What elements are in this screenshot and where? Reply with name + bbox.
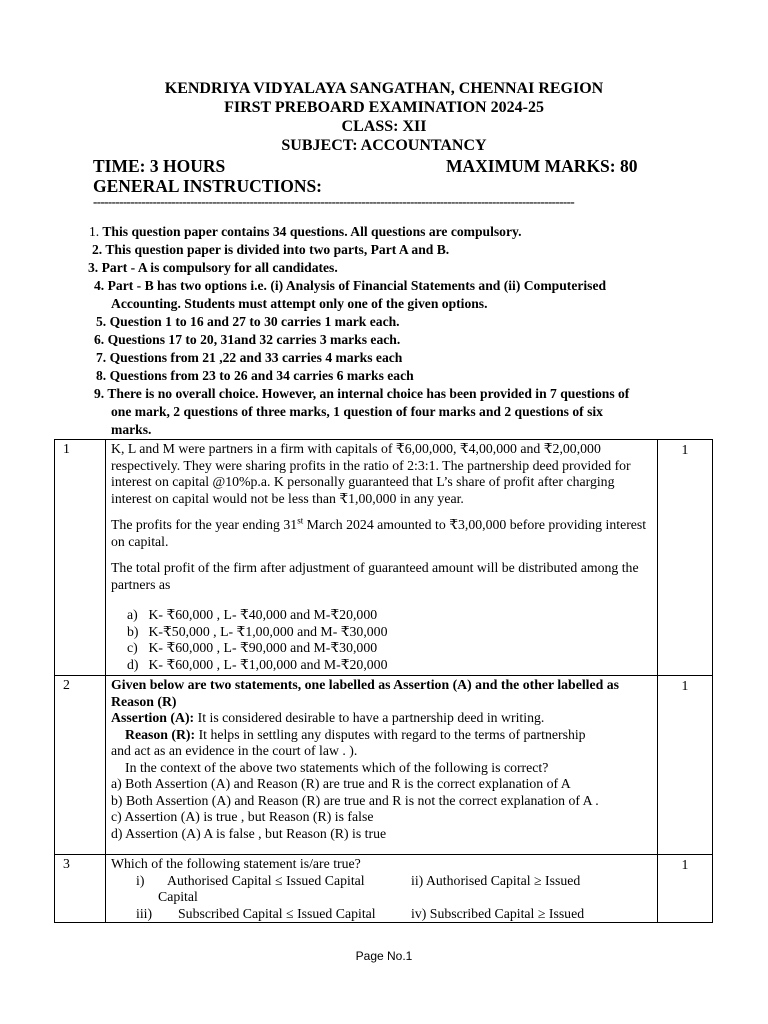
statement-row-2: iii) Subscribed Capital ≤ Issued Capital iv) Subscribed Capital ≥ Issued <box>136 905 585 921</box>
reason-text-cont: and act as an evidence in the court of law . ). <box>111 743 358 758</box>
exam-title: FIRST PREBOARD EXAMINATION 2024-25 <box>224 99 544 116</box>
statement-row-1: i) Authorised Capital ≤ Issued Capital ii) Authorised Capital ≥ Issued <box>136 872 581 888</box>
question-marks: 1 <box>658 676 713 855</box>
instruction-3: 3. Part - A is compulsory for all candidates. <box>88 260 338 275</box>
instruction-9-cont: one mark, 2 questions of three marks, 1 question of four marks and 2 questions of six <box>111 404 603 419</box>
max-marks-label: MAXIMUM MARKS: 80 <box>446 156 638 176</box>
question-2-lead: Given below are two statements, one labelled as Assertion (A) and the other labelled as Reason (R) <box>111 677 620 709</box>
question-number: 1 <box>55 440 106 676</box>
time-marks-line <box>93 156 673 176</box>
option-b: b) Both Assertion (A) and Reason (R) are true and R is not the correct explanation of A . <box>111 792 599 808</box>
assertion-text: Assertion (A): It is considered desirable to have a partnership deed in writing. <box>111 710 545 725</box>
dashed-divider: --------------------------------------------------------------------------------------------------------------------------------- <box>93 194 575 209</box>
option-c: c) Assertion (A) is true , but Reason (R) is false <box>111 809 374 824</box>
question-2-context: In the context of the above two statements which of the following is correct? <box>125 759 549 775</box>
option-a: a) K- ₹60,000 , L- ₹40,000 and M-₹20,000 <box>127 607 378 622</box>
reason-text: Reason (R): It helps in settling any disputes with regard to the terms of partnership <box>125 726 586 742</box>
question-row-1 <box>55 440 713 676</box>
instruction-4-cont: Accounting. Students must attempt only one of the given options. <box>111 296 488 311</box>
question-body <box>106 855 658 923</box>
option-b: b) K-₹50,000 , L- ₹1,00,000 and M- ₹30,000 <box>127 623 388 639</box>
instruction-1: 1. This question paper contains 34 questions. All questions are compulsory. <box>89 224 522 239</box>
option-d: d) K- ₹60,000 , L- ₹1,00,000 and M-₹20,000 <box>127 656 388 672</box>
option-c: c) K- ₹60,000 , L- ₹90,000 and M-₹30,000 <box>127 640 378 655</box>
instruction-4: 4. Part - B has two options i.e. (i) Analysis of Financial Statements and (ii) Computerised <box>94 278 607 293</box>
question-1-text: K, L and M were partners in a firm with capitals of ₹6,00,000, ₹4,00,000 and ₹2,00,000 respectively. They were sharing profits in the ratio of 2:3:1. The partnership deed provided for interest on capital @10%p.a. K personally guaranteed that L’s share of profit after charging interest on capital would not be less than ₹1,00,000 in any year. <box>111 441 631 506</box>
question-body <box>106 440 658 676</box>
question-1-prompt: The total profit of the firm after adjustment of guaranteed amount will be distributed among the partners as <box>111 560 639 592</box>
instruction-7: 7. Questions from 21 ,22 and 33 carries 4 marks each <box>96 350 403 365</box>
question-row-3 <box>55 855 713 923</box>
instruction-9: 9. There is no overall choice. However, an internal choice has been provided in 7 questions of <box>94 386 630 401</box>
instruction-9-cont2: marks. <box>111 422 152 437</box>
class-title: CLASS: XII <box>341 118 427 135</box>
question-marks: 1 <box>658 440 713 676</box>
instruction-5: 5. Question 1 to 16 and 27 to 30 carries 1 mark each. <box>96 314 400 329</box>
instruction-6: 6. Questions 17 to 20, 31and 32 carries 3 marks each. <box>94 332 401 347</box>
school-title: KENDRIYA VIDYALAYA SANGATHAN, CHENNAI REGION <box>164 80 604 97</box>
question-1-profit-text: The profits for the year ending 31st March 2024 amounted to ₹3,00,000 before providing interest on capital. <box>111 515 647 549</box>
statement-i-cont: Capital <box>158 889 198 904</box>
instruction-8: 8. Questions from 23 to 26 and 34 carries 6 marks each <box>96 368 414 383</box>
general-instructions-heading: GENERAL INSTRUCTIONS: <box>93 176 323 196</box>
question-marks: 1 <box>658 855 713 923</box>
time-label: TIME: 3 HOURS <box>93 156 226 176</box>
subject-title: SUBJECT: ACCOUNTANCY <box>281 137 487 154</box>
instruction-2: 2. This question paper is divided into two parts, Part A and B. <box>92 242 450 257</box>
question-3-lead: Which of the following statement is/are true? <box>111 856 361 871</box>
question-number: 2 <box>55 676 106 855</box>
option-d: d) Assertion (A) A is false , but Reason (R) is true <box>111 825 387 841</box>
question-number: 3 <box>55 855 106 923</box>
option-a: a) Both Assertion (A) and Reason (R) are true and R is the correct explanation of A <box>111 776 571 791</box>
question-body <box>106 676 658 855</box>
question-row-2 <box>55 676 713 855</box>
question-table <box>54 439 713 923</box>
page-number: Page No.1 <box>355 949 413 963</box>
